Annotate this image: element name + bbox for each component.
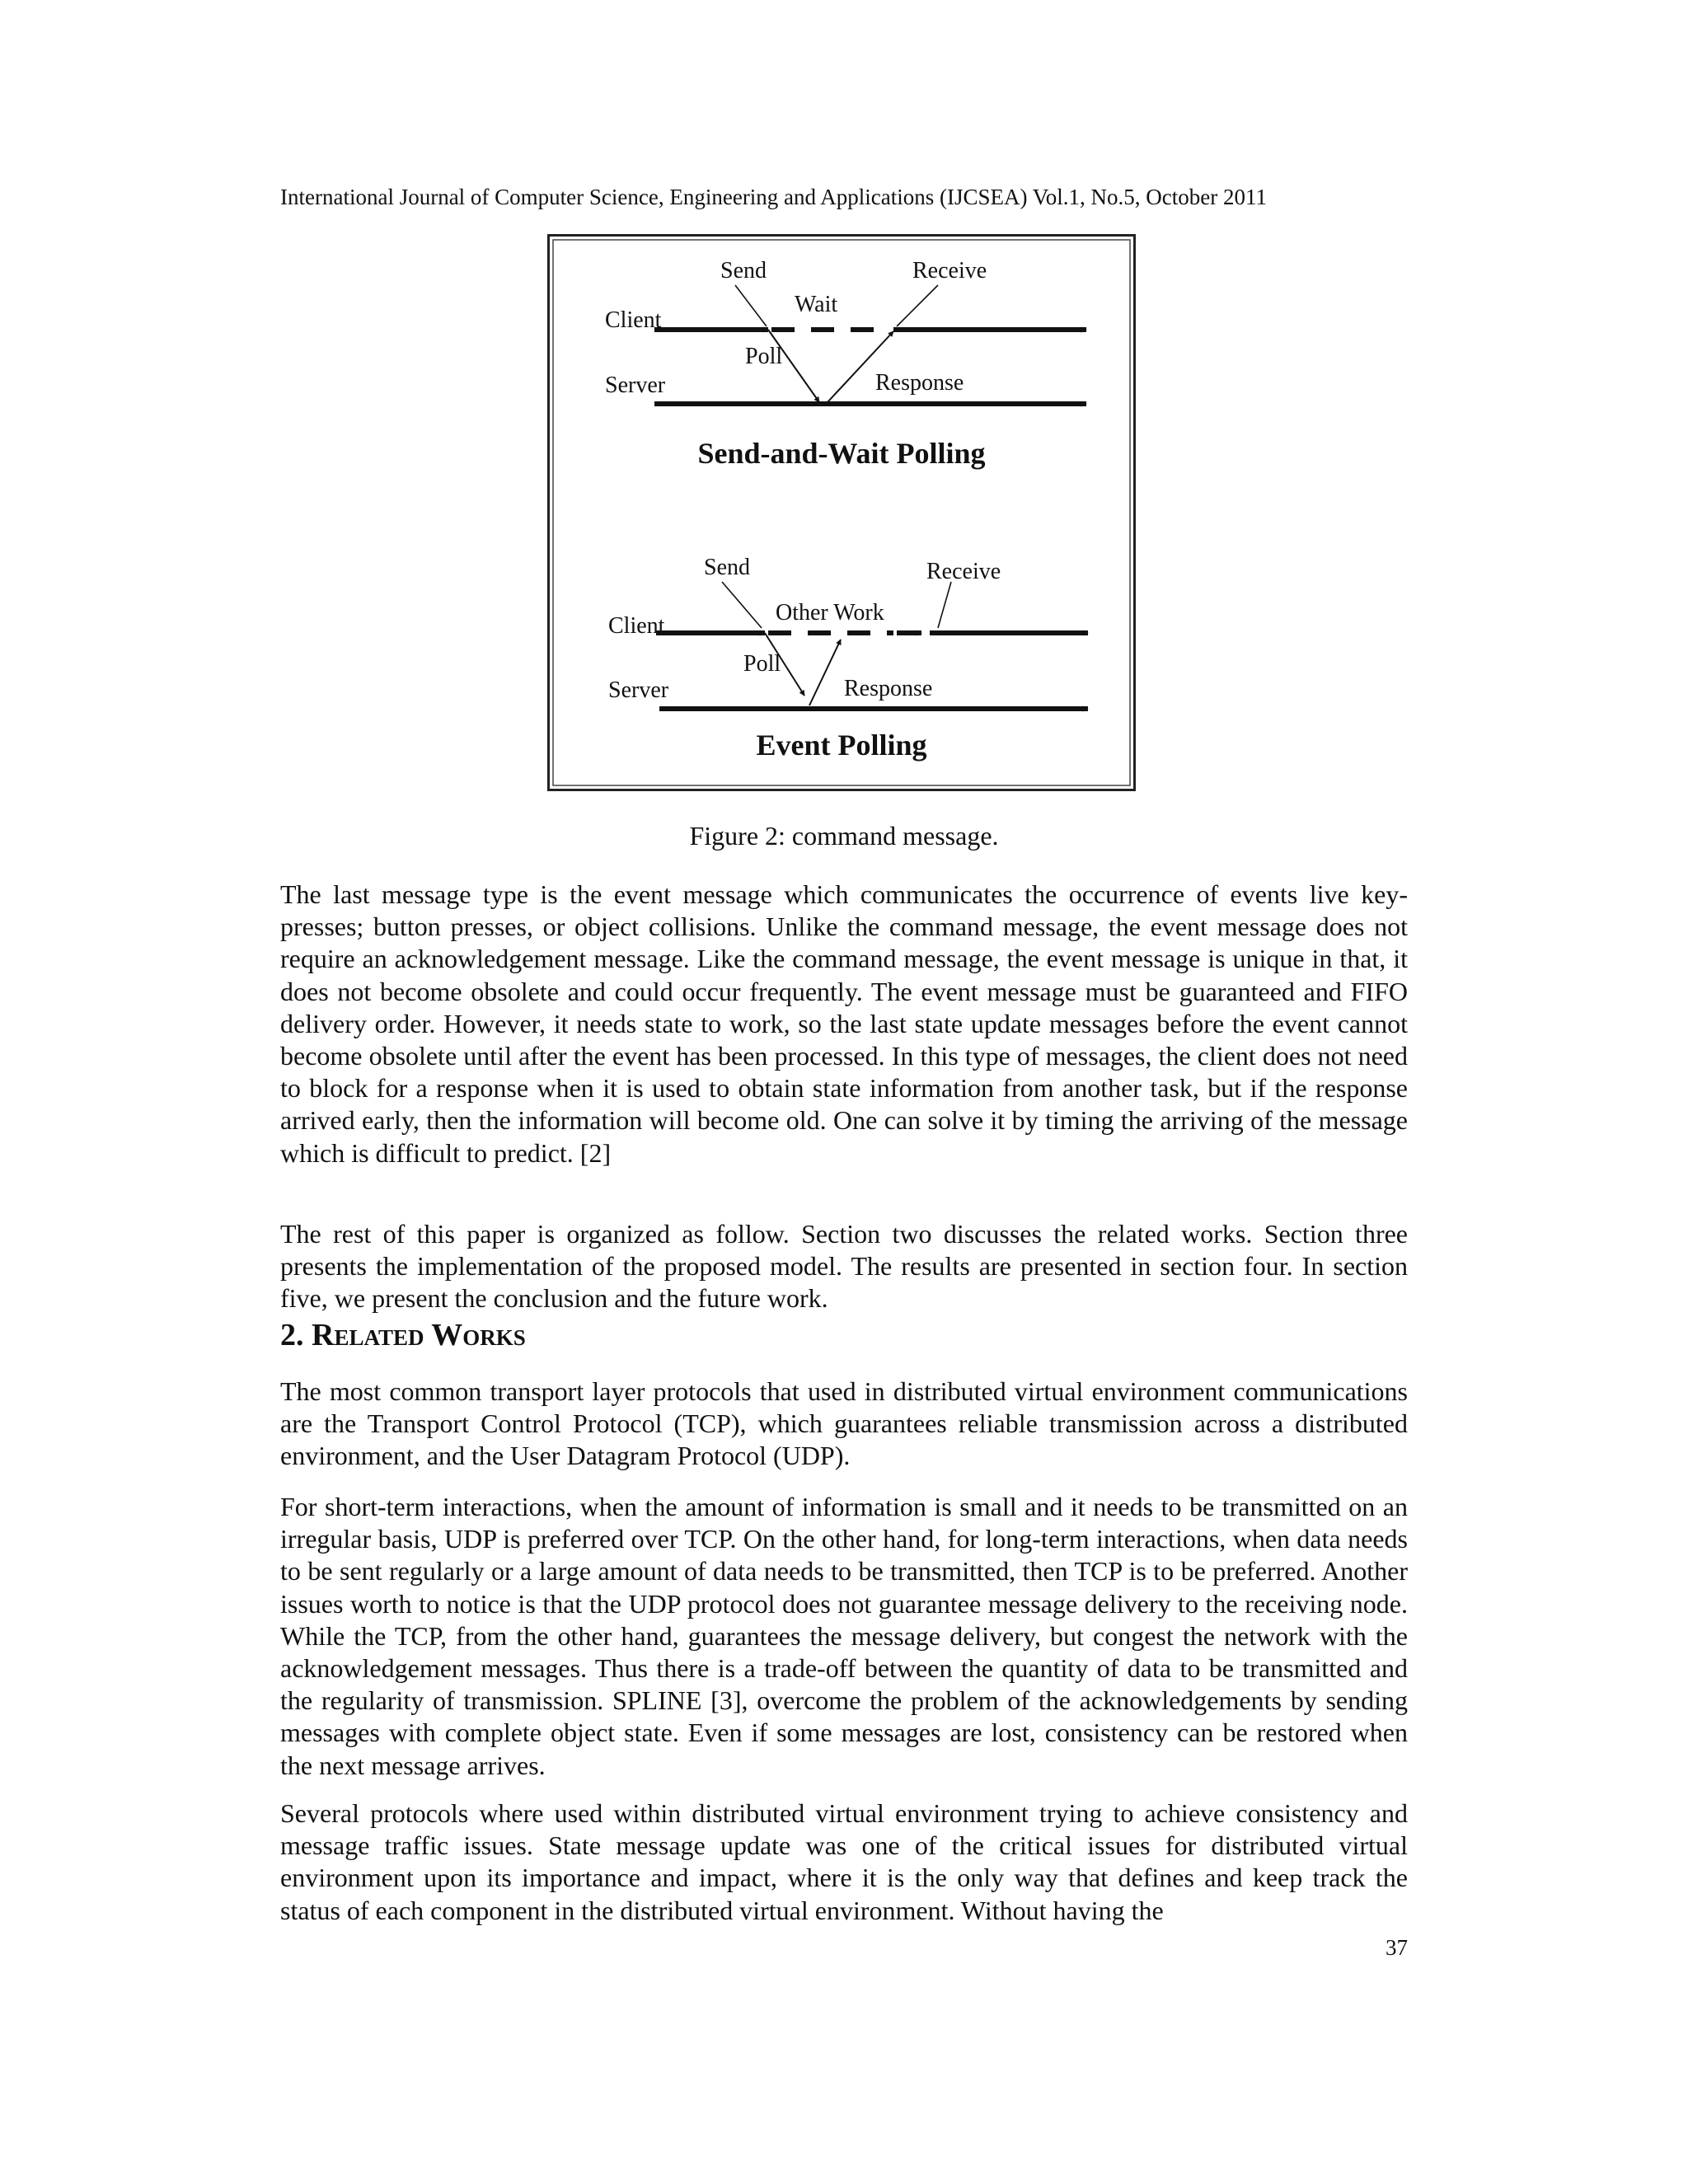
figure-2 bbox=[547, 234, 1136, 791]
paragraph-udp-vs-tcp: For short-term interactions, when the amount of information is small and it needs to be transmitted on an irregular basis, UDP is preferred over TCP. On the other hand, for long-term interactions, when data needs to be sent regularly or a large amount of data needs to be transmitted, then TCP is to be preferred. Another issues worth to notice is that the UDP protocol does not guarantee message delivery to the receiving node. While the TCP, from the other hand, guarantees the message delivery, but congest the network with the acknowledgement messages. Thus there is a trade-off between the quantity of data to be transmitted and the regularity of transmission. SPLINE [3], overcome the problem of the acknowledgements by sending messages with complete object state. Even if some messages are lost, consistency can be restored when the next message arrives. bbox=[280, 1492, 1408, 1780]
bottom-response-arrow bbox=[809, 640, 841, 705]
bottom-receive-label: Receive bbox=[926, 559, 1001, 584]
top-client-label: Client bbox=[605, 307, 662, 333]
bottom-diagram-title: Event Polling bbox=[756, 729, 927, 762]
figure-caption: Figure 2: command message. bbox=[689, 821, 999, 851]
top-poll-label: Poll bbox=[745, 344, 783, 369]
bottom-other-work-label: Other Work bbox=[776, 600, 884, 626]
page-number: 37 bbox=[1386, 1935, 1408, 1960]
event-polling-diagram bbox=[608, 555, 1088, 762]
bottom-send-pointer bbox=[722, 582, 762, 628]
bottom-send-label: Send bbox=[704, 555, 750, 580]
paragraph-state-message-update: Several protocols where used within distributed virtual environment trying to achieve consistency and message traffic issues. State message update was one of the critical issues for distributed virtual environment upon its importance and impact, where it is the only way that defines and keep track the status of each component in the distributed virtual environment. Without having the bbox=[280, 1798, 1408, 1925]
paragraph-transport-protocols: The most common transport layer protocols that used in distributed virtual environment communications are the Transport Control Protocol (TCP), which guarantees reliable transmission across a distributed environment, and the User Datagram Protocol (UDP). bbox=[280, 1376, 1408, 1471]
top-send-label: Send bbox=[720, 258, 767, 284]
running-header: International Journal of Computer Science, Engineering and Applications (IJCSEA) Vol.1, No.5, October 2011 bbox=[280, 185, 1268, 209]
top-response-label: Response bbox=[875, 370, 964, 396]
top-wait-label: Wait bbox=[795, 292, 838, 317]
top-send-pointer bbox=[735, 285, 767, 326]
bottom-server-label: Server bbox=[608, 677, 669, 703]
bottom-client-label: Client bbox=[608, 613, 665, 639]
bottom-poll-label: Poll bbox=[743, 651, 781, 677]
paragraph-event-message: The last message type is the event message which communicates the occurrence of events live key-presses; button presses, or object collisions. Unlike the command message, the event message does not require an acknowledgement message. Like the command message, the event message is unique in that, it does not become obsolete and could occur frequently. The event message must be guaranteed and FIFO delivery order. However, it needs state to work, so the last state update messages before the event cannot become obsolete until after the event has been processed. In this type of messages, the client does not need to block for a response when it is used to obtain state information from another task, but if the response arrived early, then the information will become old. One can solve it by timing the arriving of the message which is difficult to predict. [2] bbox=[280, 879, 1408, 1168]
top-receive-label: Receive bbox=[912, 258, 987, 284]
bottom-response-label: Response bbox=[844, 676, 933, 701]
send-and-wait-diagram bbox=[605, 258, 1086, 470]
section-heading-related-works: 2. Related Works bbox=[280, 1318, 526, 1352]
top-diagram-title: Send-and-Wait Polling bbox=[697, 437, 986, 470]
paragraph-paper-organization: The rest of this paper is organized as follow. Section two discusses the related works. Section three presents the implementation of the proposed model. The results are presented in section four. In section five, we present the conclusion and the future work. bbox=[280, 1219, 1408, 1314]
top-server-label: Server bbox=[605, 373, 666, 398]
bottom-receive-pointer bbox=[938, 582, 951, 628]
polling-diagram bbox=[547, 234, 1136, 791]
top-receive-pointer bbox=[897, 285, 938, 326]
